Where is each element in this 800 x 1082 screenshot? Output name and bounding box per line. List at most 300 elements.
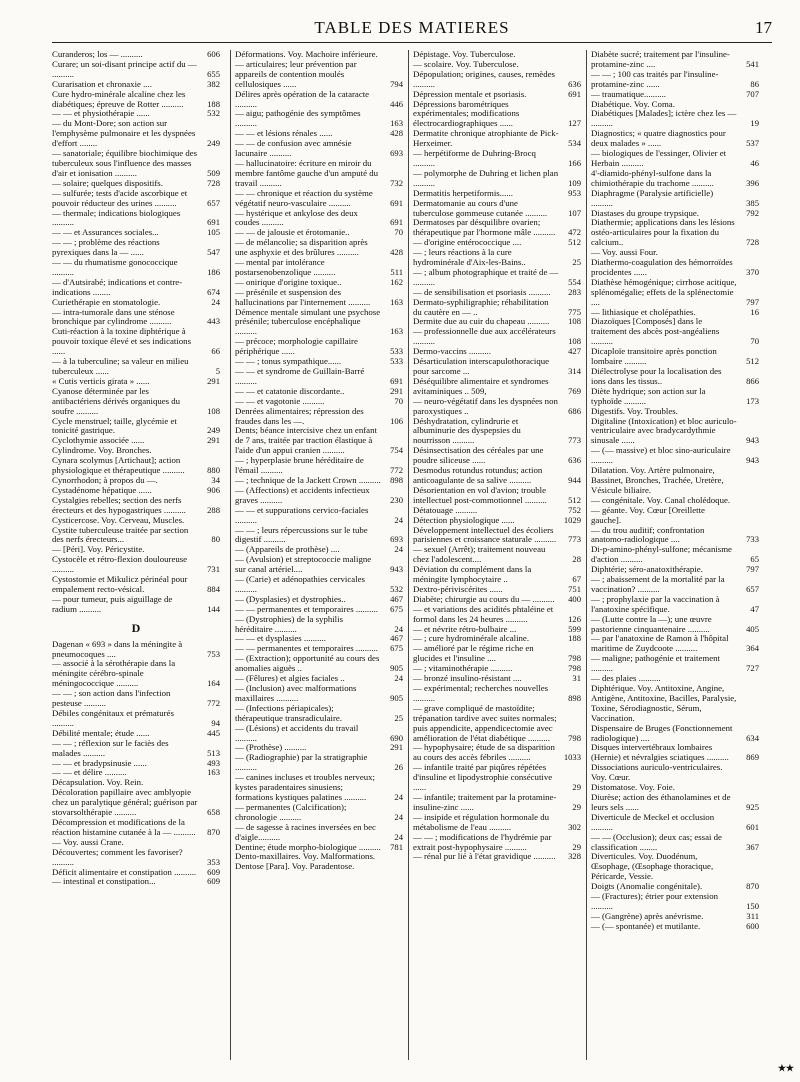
index-entry-text: — et variations des acidités phtaléine et formol dans les 24 heures ..........	[413, 603, 554, 624]
index-entry-text: — onirique d'origine toxique..	[235, 276, 342, 287]
index-entry	[591, 595, 759, 615]
index-entry-page: 751	[568, 583, 581, 594]
index-entry	[235, 288, 403, 308]
index-entry-text: — — ; son action dans l'infection pesteuse ..........	[52, 688, 171, 709]
index-entry	[52, 516, 220, 526]
index-entry-page: 249	[207, 425, 220, 436]
index-entry-page: 953	[568, 187, 581, 198]
index-entry-page: 70	[394, 227, 403, 238]
index-entry-text: Diabétique. Voy. Coma.	[591, 98, 675, 109]
index-entry-text: Dermato-syphiligraphie; réhabilitation du cautère en — ..	[413, 296, 549, 317]
index-entry-text: — (Dysplasies) et dystrophies..	[235, 593, 346, 604]
index-entry-text: — — permanentes et temporaires ..........	[235, 643, 378, 654]
section-letter: D	[131, 620, 141, 635]
index-entry	[591, 50, 759, 70]
index-entry	[52, 739, 220, 759]
index-entry	[413, 70, 581, 90]
index-entry	[52, 327, 220, 357]
index-entry-text: Diurèse; action des éthanolamines et de leurs sels ......	[591, 791, 731, 812]
index-entry	[52, 496, 220, 516]
index-entry-text: Cynorrhodon; à propos du —.	[52, 474, 158, 485]
index-entry	[52, 456, 220, 476]
index-entry	[413, 417, 581, 447]
index-entry-page: 798	[568, 653, 581, 664]
index-entry-page: 869	[746, 752, 759, 763]
index-entry	[235, 159, 403, 189]
index-entry-text: — (— massive) et bloc sino-auriculaire ..........	[591, 445, 731, 466]
index-entry-page: 657	[746, 583, 759, 594]
index-entry-page: 443	[207, 316, 220, 327]
index-entry-page: 65	[750, 554, 759, 565]
index-entry-text: Dépressions barométriques expérimentales; modifications électrocardiographiques ......	[413, 98, 520, 129]
index-entry-page: 396	[746, 177, 759, 188]
index-entry-text: Déformations. Voy. Machoire inférieure.	[235, 50, 378, 59]
index-entry-text: — — et physiothérapie ......	[52, 108, 150, 119]
index-entry-page: 797	[746, 296, 759, 307]
index-entry-text: Cure hydro-minérale alcaline chez les diabétiques; épreuve de Rotter ..........	[52, 88, 186, 109]
index-entry-text: — — ; réflexion sur le faciès des malades ..........	[52, 737, 169, 758]
index-entry	[591, 367, 759, 387]
index-entry-page: 537	[746, 138, 759, 149]
index-entry-text: — ; abaissement de la mortalité par la vaccination? ..........	[591, 574, 725, 594]
index-entry-page: 108	[568, 316, 581, 327]
index-entry	[235, 90, 403, 110]
index-entry-text: Di-p-amino-phényl-sulfone; mécanisme d'action ..........	[591, 544, 732, 565]
index-entry-text: — (Infections périapicales); thérapeutique transradiculaire.	[235, 702, 342, 723]
index-entry-page: 754	[390, 445, 403, 456]
index-entry-text: Dentine; étude morpho-biologique ..........	[235, 841, 381, 852]
index-entry-page: 291	[207, 435, 220, 446]
index-entry	[235, 724, 403, 744]
index-entry-text: — du Mont-Dore; son action sur l'emphysème pulmonaire et les dyspnées d'effort ........	[52, 118, 196, 149]
index-entry-text: — sexuel (Arrêt); traitement nouveau chez l'adolescent....	[413, 544, 546, 565]
index-entry-page: 728	[207, 177, 220, 188]
index-entry-text: Cycle menstruel; taille, glycémie et tonicité gastrique.	[52, 415, 177, 436]
index-entry-text: Diathermo-coagulation des hémorroïdes procidentes ......	[591, 257, 733, 277]
index-entry-text: Diabète sucré; traitement par l'insuline-protamine-zinc ....	[591, 50, 730, 69]
index-entry-page: 467	[390, 593, 403, 604]
index-entry-page: 108	[568, 336, 581, 347]
index-entry-page: 658	[207, 807, 220, 818]
index-entry	[413, 516, 581, 526]
index-entry-text: — (Gangrène) après anévrisme.	[591, 910, 704, 921]
index-entry-text: Diastases du groupe trypsique.	[591, 207, 699, 218]
index-entry-page: 445	[207, 727, 220, 738]
index-entry	[591, 615, 759, 635]
index-entry-text: — (Radiographie) par la stratigraphie ..........	[235, 752, 368, 773]
index-entry-text: — (Fêlures) et algies faciales ..	[235, 673, 345, 684]
index-entry-text: — hypophysaire; étude de sa disparition au cours des accès fébriles ..........	[413, 742, 555, 763]
index-entry-text: — intra-tumorale dans une sténose bronchique par cylindrome ..........	[52, 306, 175, 327]
index-entry	[413, 268, 581, 288]
index-entry-page: 163	[390, 326, 403, 337]
index-entry-text: — (— spontanée) et mutilante.	[591, 920, 701, 931]
index-entry	[235, 575, 403, 595]
index-entry	[52, 555, 220, 575]
index-entry-text: — herpétiforme de Duhring-Brocq ..........	[413, 148, 536, 168]
index-entry-page: 547	[207, 247, 220, 258]
index-entry	[235, 209, 403, 229]
index-entry-text: — bronzé insulino-résistant ....	[413, 673, 522, 684]
index-entry	[52, 189, 220, 209]
index-entry-page: 674	[207, 286, 220, 297]
index-entry-page: 693	[390, 534, 403, 545]
index-entry-text: Doigts (Anomalie congénitale).	[591, 881, 703, 892]
index-column-3	[408, 50, 581, 1060]
index-entry	[413, 704, 581, 744]
index-entry-page: 29	[572, 841, 581, 852]
index-entry-text: — grave compliqué de mastoïdite; trépanation tardive avec suites normales; puis appendicite, appendicectomie avec amélioration de l'état diabétique ..........	[413, 702, 557, 743]
index-entry-page: 493	[207, 757, 220, 768]
index-entry-page: 34	[211, 474, 220, 485]
index-entry-page: 328	[568, 851, 581, 862]
index-entry	[591, 743, 759, 763]
index-entry-page: 769	[568, 385, 581, 396]
index-entry-page: 166	[568, 157, 581, 168]
index-entry-page: 691	[390, 217, 403, 228]
index-entry-page: 109	[568, 177, 581, 188]
index-entry-page: 792	[746, 207, 759, 218]
index-entry	[591, 852, 759, 882]
index-entry-page: 707	[746, 88, 759, 99]
index-entry-page: 693	[390, 148, 403, 159]
index-entry-text: — précoce; morphologie capillaire périphérique ......	[235, 336, 358, 357]
index-entry	[591, 684, 759, 724]
index-entry	[235, 367, 403, 387]
index-entry-text: Dilatation. Voy. Artère pulmonaire, Bassinet, Bronches, Trachée, Uretère, Vésicule biliaire.	[591, 465, 724, 495]
index-entry-text: Diathermie; applications dans les lésions ostéo-articulaires pour la fixation du calcium..	[591, 217, 735, 248]
index-entry-text: Débiles congénitaux et prématurés ..........	[52, 708, 174, 728]
index-entry-text: Dissociations auriculo-ventriculaires. Voy. Cœur.	[591, 762, 723, 783]
index-entry-text: « Cutis verticis girata » ......	[52, 375, 150, 386]
index-entry-text: Cystite tuberculeuse traitée par section des nerfs érecteurs...	[52, 524, 189, 545]
index-entry-text: Dextro-périviscérites ......	[413, 583, 503, 594]
index-entry-text: — aigu; pathogénie des symptômes ..........	[235, 108, 361, 129]
index-entry-page: 731	[207, 564, 220, 575]
index-entry-page: 905	[390, 692, 403, 703]
index-entry	[591, 417, 759, 447]
index-entry-text: — intestinal et constipation...	[52, 876, 156, 887]
index-entry	[413, 526, 581, 546]
index-entry-page: 606	[207, 50, 220, 59]
index-column-4	[586, 50, 759, 1060]
index-entry-page: 513	[207, 747, 220, 758]
index-entry-text: — polymorphe de Duhring et lichen plan ..........	[413, 167, 559, 188]
index-entry-page: 943	[746, 455, 759, 466]
index-entry-text: — — de jalousie et érotomanie..	[235, 227, 350, 238]
index-entry-text: Débilité mentale; étude ......	[52, 727, 150, 738]
index-entry	[52, 119, 220, 149]
index-entry-page: 772	[390, 465, 403, 476]
index-entry	[591, 793, 759, 813]
index-entry-page: 26	[394, 762, 403, 773]
index-entry-text: — de sagesse à racines inversées en bec d'aigle..........	[235, 821, 376, 842]
index-entry	[591, 892, 759, 912]
index-entry-text: Dépression mentale et psoriasis.	[413, 88, 527, 99]
index-entry	[235, 773, 403, 803]
index-entry	[235, 526, 403, 546]
index-entry	[591, 654, 759, 674]
index-entry-page: 1029	[563, 514, 581, 525]
index-entry-page: 70	[750, 336, 759, 347]
index-entry-page: 532	[207, 108, 220, 119]
index-entry	[591, 545, 759, 565]
index-entry-page: 884	[207, 583, 220, 594]
index-entry-text: Dentose [Para]. Voy. Paradentose.	[235, 861, 355, 872]
index-entry-text: — congénitale. Voy. Canal cholédoque.	[591, 494, 731, 505]
index-entry-page: 773	[568, 435, 581, 446]
index-entry	[235, 337, 403, 357]
index-entry	[52, 877, 220, 887]
index-entry-page: 364	[746, 643, 759, 654]
index-entry-page: 405	[746, 623, 759, 634]
index-entry	[52, 595, 220, 615]
index-entry-text: — mental par intolérance postarsenobenzolique ..........	[235, 257, 336, 277]
index-entry	[413, 199, 581, 219]
index-entry-page: 150	[746, 900, 759, 911]
index-entry-page: 512	[568, 237, 581, 248]
index-entry	[235, 426, 403, 456]
index-entry-page: 162	[390, 276, 403, 287]
index-entry-text: — d'origine entérococcique ....	[413, 237, 522, 248]
index-entry-text: — (Affections) et accidents infectieux graves ..........	[235, 484, 370, 505]
index-entry-text: — sulfurée; tests d'acide ascorbique et pouvoir réducteur des urines ..........	[52, 187, 188, 208]
index-entry-text: Diélectrolyse pour la localisation des ions dans les tissus..	[591, 366, 722, 386]
index-entry-page: 636	[568, 78, 581, 89]
index-entry-text: Diazoïques [Composés] dans le traitement des abcès post-angéaliens ..........	[591, 316, 720, 347]
index-entry-page: 634	[746, 732, 759, 743]
index-entry-page: 47	[750, 603, 759, 614]
index-entry	[235, 803, 403, 823]
index-entry-text: Diverticules. Voy. Duodénum, Œsophage, (Œsophage thoracique, Péricarde, Vessie.	[591, 851, 714, 882]
index-entry-page: 94	[211, 717, 220, 728]
index-entry-page: 870	[746, 881, 759, 892]
index-entry-page: 866	[746, 375, 759, 386]
index-entry	[52, 526, 220, 546]
index-entry	[52, 640, 220, 660]
index-entry	[413, 149, 581, 169]
index-entry	[413, 813, 581, 833]
index-entry	[591, 506, 759, 526]
index-entry-page: 512	[568, 494, 581, 505]
index-entry-text: — expérimental; recherches nouvelles ..........	[413, 683, 549, 703]
index-entry-text: Dento-maxillaires. Voy. Malformations.	[235, 851, 376, 862]
index-entry-text: — ; hyperplasie brune héréditaire de l'émail ..........	[235, 455, 364, 476]
index-entry-page: 29	[572, 782, 581, 793]
index-entry-text: Déshydratation, cylindrurie et albuminurie des dyspepsies du nourrisson ..........	[413, 415, 521, 446]
index-entry-page: 773	[568, 534, 581, 545]
index-entry	[591, 634, 759, 654]
index-entry	[52, 278, 220, 298]
index-entry	[591, 70, 759, 90]
index-entry-text: — de sensibilisation et psoriasis ..........	[413, 286, 551, 297]
index-entry	[591, 466, 759, 496]
index-entry-text: Cuti-réaction à la toxine diphtérique à pouvoir toxique élevé et ses indications ......	[52, 326, 192, 357]
index-entry-text: — amélioré par le régime riche en glucides et l'insuline ....	[413, 643, 534, 664]
index-entry-page: 127	[568, 118, 581, 129]
index-entry-text: — — chronique et réaction du système végétatif neuro-vasculaire ..........	[235, 187, 373, 208]
index-entry	[235, 862, 403, 872]
index-entry-text: — du trou auditif; confrontation anatomo-radiologique ....	[591, 524, 705, 545]
header-rule	[52, 42, 772, 43]
index-entry-text: Cynara scolymus [Artichaut]; action physiologique et thérapeutique ..........	[52, 455, 185, 476]
index-entry-text: 4'-diamido-phényl-sulfone dans la chimiothérapie du trachome ..........	[591, 167, 714, 188]
index-entry-page: 534	[568, 138, 581, 149]
index-entry-page: 16	[750, 306, 759, 317]
index-entry	[591, 724, 759, 744]
index-entry	[591, 129, 759, 149]
index-entry-text: Diabétiques [Malades]; ictère chez les — ..........	[591, 108, 737, 129]
index-entry	[591, 922, 759, 932]
index-entry-text: — lithiasique et cholépathies.	[591, 306, 696, 317]
index-entry	[591, 149, 759, 169]
index-entry	[591, 109, 759, 129]
index-entry-text: — (Lésions) et accidents du travail ..........	[235, 722, 359, 743]
index-entry-page: 905	[390, 663, 403, 674]
index-entry-text: — sanatoriale; équilibre biochimique des tuberculeux sous l'influence des masses d'air et ionisation ..........	[52, 148, 198, 178]
index-entry	[413, 248, 581, 268]
index-entry-page: 382	[207, 78, 220, 89]
index-entry-text: — scolaire. Voy. Tuberculose.	[413, 58, 519, 69]
index-entry-page: 906	[207, 484, 220, 495]
index-entry-page: 164	[207, 678, 220, 689]
index-entry-text: Diagnostics; « quatre diagnostics pour deux malades » ......	[591, 128, 726, 149]
index-entry	[591, 833, 759, 853]
index-entry-page: 24	[394, 544, 403, 555]
index-entry-page: 70	[394, 395, 403, 406]
index-entry-text: Denrées alimentaires; répression des fraudes dans les —.	[235, 405, 364, 426]
index-entry-text: Cystadénome hépatique ......	[52, 484, 152, 495]
index-entry-page: 188	[207, 98, 220, 109]
index-entry-text: Curanderos; los — ..........	[52, 50, 143, 59]
index-entry-page: 636	[568, 455, 581, 466]
index-entry	[235, 615, 403, 635]
index-entry	[413, 100, 581, 130]
index-entry	[52, 709, 220, 729]
index-entry-page: 314	[568, 366, 581, 376]
index-entry	[235, 407, 403, 427]
index-entry-text: — — et lésions rénales ......	[235, 128, 333, 139]
index-entry-text: Curare; un soi-disant principe actif du — ..........	[52, 58, 197, 79]
index-entry-page: 427	[568, 346, 581, 357]
index-entry-text: — ; album photographique et traité de — ..........	[413, 266, 559, 287]
index-entry-text: — neuro-végétatif dans les dyspnées non paroxystiques ..	[413, 395, 558, 416]
index-entry-page: 728	[746, 237, 759, 248]
index-entry	[235, 823, 403, 843]
index-entry-page: 144	[207, 603, 220, 614]
index-entry-text: Desmodus rotundus rotundus; action anticoagulante de sa salive ..........	[413, 465, 543, 485]
index-entry-page: 25	[572, 257, 581, 268]
index-entry-page: 691	[390, 375, 403, 386]
index-entry-text: Décoloration papillaire avec amblyopie chez un paralytique général; guérison par stovarsolthérapie ..........	[52, 787, 198, 818]
index-entry-page: 105	[207, 227, 220, 238]
index-entry-page: 609	[207, 876, 220, 887]
index-entry-page: 107	[568, 207, 581, 218]
index-entry-page: 781	[390, 841, 403, 852]
index-entry-text: Diverticule de Meckel et occlusion ..........	[591, 811, 715, 832]
index-entry-page: 5	[215, 366, 220, 376]
index-entry	[591, 169, 759, 189]
index-entry-page: 25	[394, 712, 403, 723]
index-entry	[52, 60, 220, 80]
index-entry	[413, 446, 581, 466]
index-entry-text: — hystérique et ankylose des deux coudes ..........	[235, 207, 358, 228]
index-entry-text: Dermatoses par désquilibre ovarien; thérapeutique par l'hormone mâle ..........	[413, 217, 556, 238]
index-entry-text: Détatouage ..........	[413, 504, 478, 515]
index-entry-text: — d'Autsirabé; indications et contre-indications ........	[52, 276, 183, 297]
index-entry-text: — — et bradypsinusie ......	[52, 757, 147, 768]
index-entry-page: 541	[746, 58, 759, 69]
index-entry-text: — (Inclusion) avec malformations maxillaires ..........	[235, 683, 357, 703]
index-entry-text: — de mélancolie; sa disparition après une asphyxie et des brûlures ..........	[235, 237, 368, 258]
index-entry-page: 385	[746, 197, 759, 208]
index-entry	[413, 684, 581, 704]
index-entry	[52, 689, 220, 709]
index-entry-text: Dagenan « 693 » dans la méningite à pneumocoques ....	[52, 638, 183, 659]
page-header	[52, 18, 772, 40]
index-entry-page: 446	[390, 98, 403, 109]
index-entry-page: 797	[746, 564, 759, 575]
index-entry-text: Développement intellectuel des écoliers parisiennes et croissance staturale ..........	[413, 524, 557, 545]
index-entry-page: 249	[207, 138, 220, 149]
index-entry-text: — (Avulsion) et streptococcie maligne sur canal artériel....	[235, 554, 372, 575]
index-entry	[52, 848, 220, 868]
index-entry	[52, 575, 220, 595]
index-entry-text: Distomatose. Voy. Foie.	[591, 782, 675, 793]
index-entry-text: Diphtérie; séro-anatoxithérapie.	[591, 564, 703, 575]
index-entry-page: 798	[568, 663, 581, 674]
index-entry-text: — ; prophylaxie par la vaccination à l'anatoxine spécifique.	[591, 593, 720, 614]
index-entry-page: 173	[746, 395, 759, 406]
index-entry-text: — traumatique..........	[591, 88, 667, 99]
index-entry-page: 511	[390, 266, 403, 277]
index-entry-page: 655	[207, 68, 220, 79]
index-entry	[413, 298, 581, 318]
index-entry-page: 753	[207, 648, 220, 659]
index-entry	[591, 347, 759, 367]
index-entry-page: 925	[746, 801, 759, 812]
index-entry-text: Dermatitis herpetiformis......	[413, 187, 513, 198]
index-entry	[235, 684, 403, 704]
index-entry	[235, 139, 403, 159]
index-entry-page: 1033	[563, 752, 581, 763]
index-entry	[591, 446, 759, 466]
footer-mark: ★★	[777, 1063, 794, 1073]
index-entry	[52, 308, 220, 328]
index-entry-text: Désorientation en vol d'avion; trouble intellectuel post-commotionnel ..........	[413, 484, 547, 505]
index-entry	[52, 357, 220, 377]
index-entry-page: 691	[390, 197, 403, 208]
index-entry	[413, 486, 581, 506]
index-entry	[413, 565, 581, 585]
index-entry-text: Digitaline (Intoxication) et bloc auriculo-ventriculaire avec bradycardythmie sinusale ......	[591, 415, 737, 446]
index-entry-text: — biologiques de l'essinger, Olivier et Herbain ..........	[591, 148, 727, 168]
index-entry-text: Désinsectisation des céréales par une poudre siliceuse ......	[413, 445, 544, 466]
index-entry-text: — ; technique de la Jackett Crown ..........	[235, 474, 381, 485]
index-entry-page: 400	[568, 593, 581, 604]
index-entry-page: 732	[390, 177, 403, 188]
index-entry-page: 108	[207, 405, 220, 416]
index-entry-text: — Voy. aussi Crane.	[52, 836, 124, 847]
index-entry-page: 163	[390, 296, 403, 307]
index-entry	[413, 327, 581, 347]
index-entry-text: — hallucinatoire: écriture en miroir du membre fantôme gauche d'un amputé du travail ..........	[235, 157, 379, 188]
index-entry-text: — et névrite rétro-bulbaire ...	[413, 623, 517, 634]
index-entry-text: Dermo-vaccins ..........	[413, 346, 491, 357]
index-entry-page: 24	[394, 623, 403, 634]
index-entry	[52, 818, 220, 838]
index-entry	[591, 813, 759, 833]
